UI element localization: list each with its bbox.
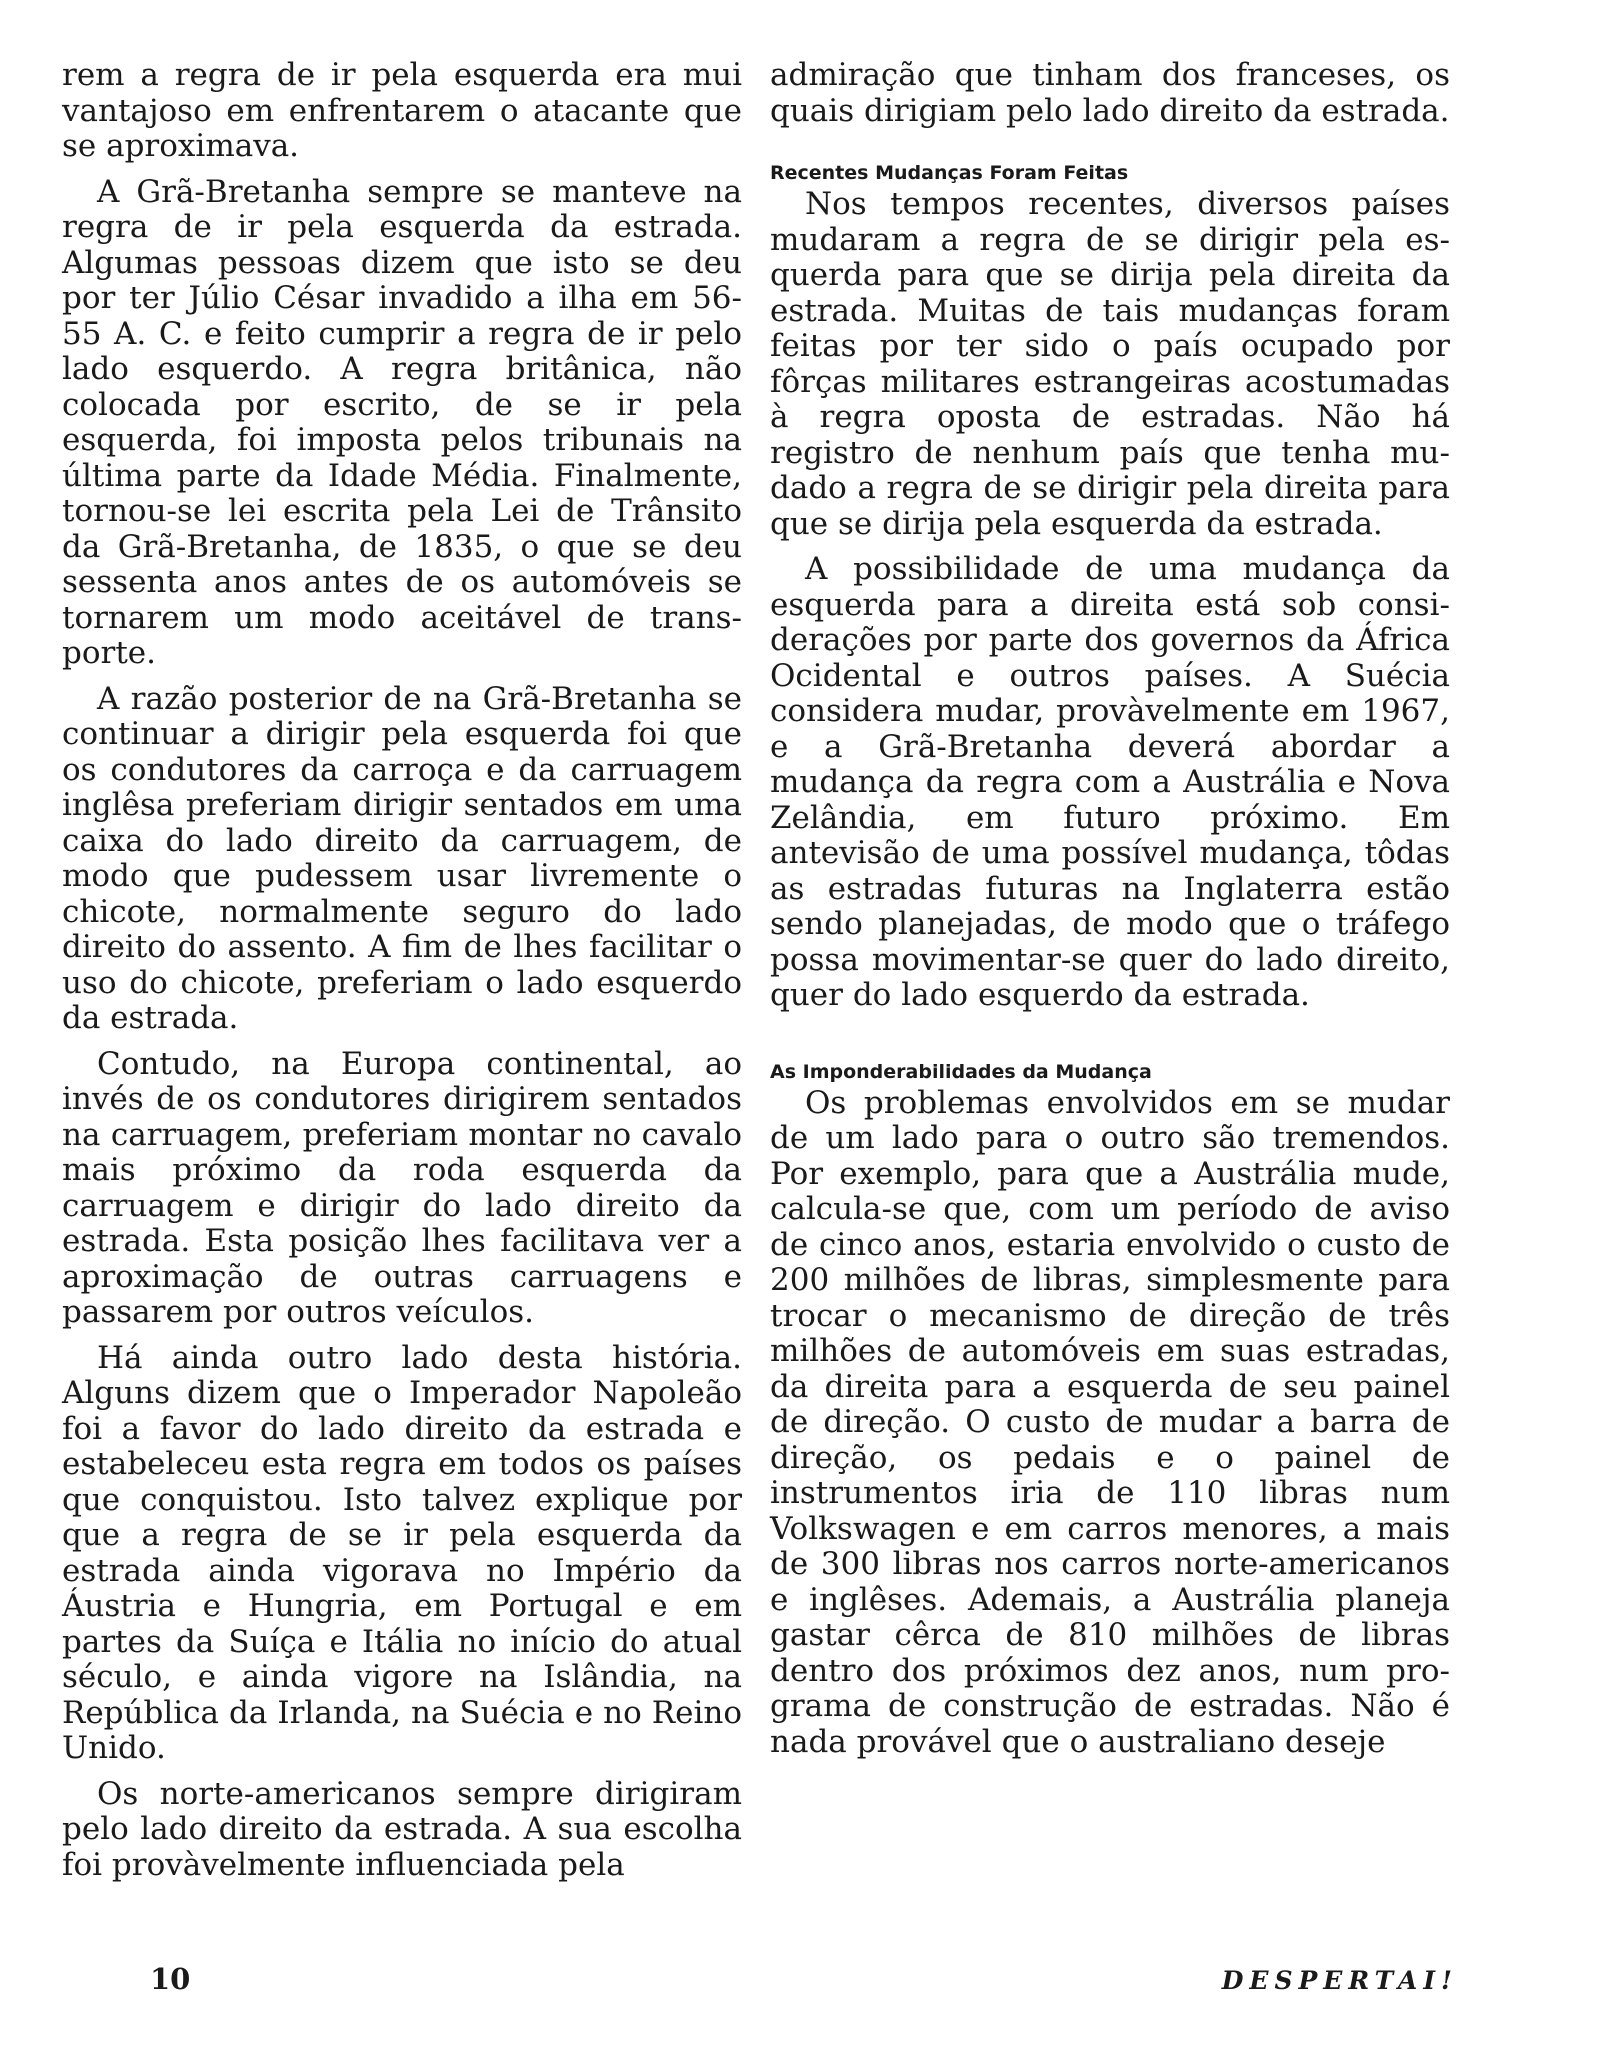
left-paragraph-3: A razão posterior de na Grã-Bretanha se continuar a dirigir pela esquerda foi que os condutores da carroça e da carruagem inglêsa preferiam dirigir sentados em uma caixa do lado direito da carruagem, de modo que pudessem usar livremente o chicote, normalmente seguro do lado direito do assento. A fim de lhes facilitar o uso do chicote, preferiam o lado esquerdo da estrada. bbox=[62, 680, 742, 1036]
right-paragraph-2: A possibilidade de uma mudança da esquerda para a direita está sob considerações por parte dos governos da África Ocidental e outros países. A Suécia considera mudar, provàvelmente em 1967, e a Grã-Bretanha deverá abordar a mudança da regra com a Austrália e Nova Zelândia, em futuro próximo. Em antevisão de uma possível mudança, tôdas as estradas futuras na Inglaterra estão sendo planejadas, de modo que o tráfego possa movimentar-se quer do lado direito, quer do lado esquerdo da estrada. bbox=[770, 551, 1450, 1013]
section-heading-imponderabilities: As Imponderabilidades da Mudança bbox=[770, 1060, 1152, 1083]
left-paragraph-2: A Grã-Bretanha sempre se manteve na regra de ir pela esquerda da estrada. Algumas pessoas dizem que isto se deu por ter Júlio César invadido a ilha em 56-55 A. C. e feito cumprir a regra de ir pelo lado esquerdo. A regra britânica, não colocada por escrito, de se ir pela esquerda, foi imposta pelos tribunais na última parte da Idade Média. Finalmente, tornou-se lei escrita pela Lei de Trânsito da Grã-Bretanha, de 1835, o que se deu sessenta anos antes de os automóveis se tornarem um modo aceitável de transporte. bbox=[62, 173, 742, 671]
right-paragraph-3: Os problemas envolvidos em se mudar de um lado para o outro são tremendos. Por exemplo, para que a Austrália mude, calcula-se que, com um período de aviso de cinco anos, estaria envolvido o custo de 200 milhões de libras, simplesmente para trocar o mecanismo de direção de três milhões de automóveis em suas estradas, da direita para a esquerda de seu painel de direção. O custo de mudar a barra de direção, os pedais e o painel de instrumentos iria de 110 libras num Volkswagen e em carros menores, a mais de 300 libras nos carros norte-americanos e inglêses. Ademais, a Austrália planeja gastar cêrca de 810 milhões de libras dentro dos próximos dez anos, num programa de construção de estradas. Não é nada provável que o australiano deseje bbox=[770, 1084, 1450, 1760]
left-paragraph-1: rem a regra de ir pela esquerda era mui vantajoso em enfrentarem o atacante que se aproximava. bbox=[62, 57, 742, 164]
left-column bbox=[62, 58, 742, 1883]
left-paragraph-4: Contudo, na Europa continental, ao invés de os condutores dirigirem sentados na carruagem, preferiam montar no cavalo mais próximo da roda esquerda da carruagem e dirigir do lado direito da estrada. Esta posição lhes facilitava ver a aproximação de outras carruagens e passarem por outros veículos. bbox=[62, 1045, 742, 1330]
page-number: 10 bbox=[150, 1962, 191, 1996]
right-column bbox=[770, 58, 1450, 1760]
left-paragraph-6: Os norte-americanos sempre dirigiram pelo lado direito da estrada. A sua escolha foi provàvelmente influenciada pela bbox=[62, 1775, 742, 1883]
right-intro-paragraph: admiração que tinham dos franceses, os quais dirigiam pelo lado direito da estrada. bbox=[770, 57, 1450, 129]
left-paragraph-5: Há ainda outro lado desta história. Alguns dizem que o Imperador Napoleão foi a favor do lado direito da estrada e estabeleceu esta regra em todos os países que conquistou. Isto talvez explique por que a regra de se ir pela esquerda da estrada ainda vigorava no Império da Áustria e Hungria, em Portugal e em partes da Suíça e Itália no início do atual século, e ainda vigore na Islândia, na República da Irlanda, na Suécia e no Reino Unido. bbox=[62, 1339, 742, 1766]
right-paragraph-1: Nos tempos recentes, diversos países mudaram a regra de se dirigir pela esquerda para que se dirija pela direita da estrada. Muitas de tais mudanças foram feitas por ter sido o país ocupado por fôrças militares estrangeiras acostumadas à regra oposta de estradas. Não há registro de nenhum país que tenha mudado a regra de se dirigir pela direita para que se dirija pela esquerda da estrada. bbox=[770, 186, 1450, 542]
section-heading-recent-changes: Recentes Mudanças Foram Feitas bbox=[770, 162, 1129, 184]
magazine-name: DESPERTAI! bbox=[1221, 1966, 1458, 1995]
